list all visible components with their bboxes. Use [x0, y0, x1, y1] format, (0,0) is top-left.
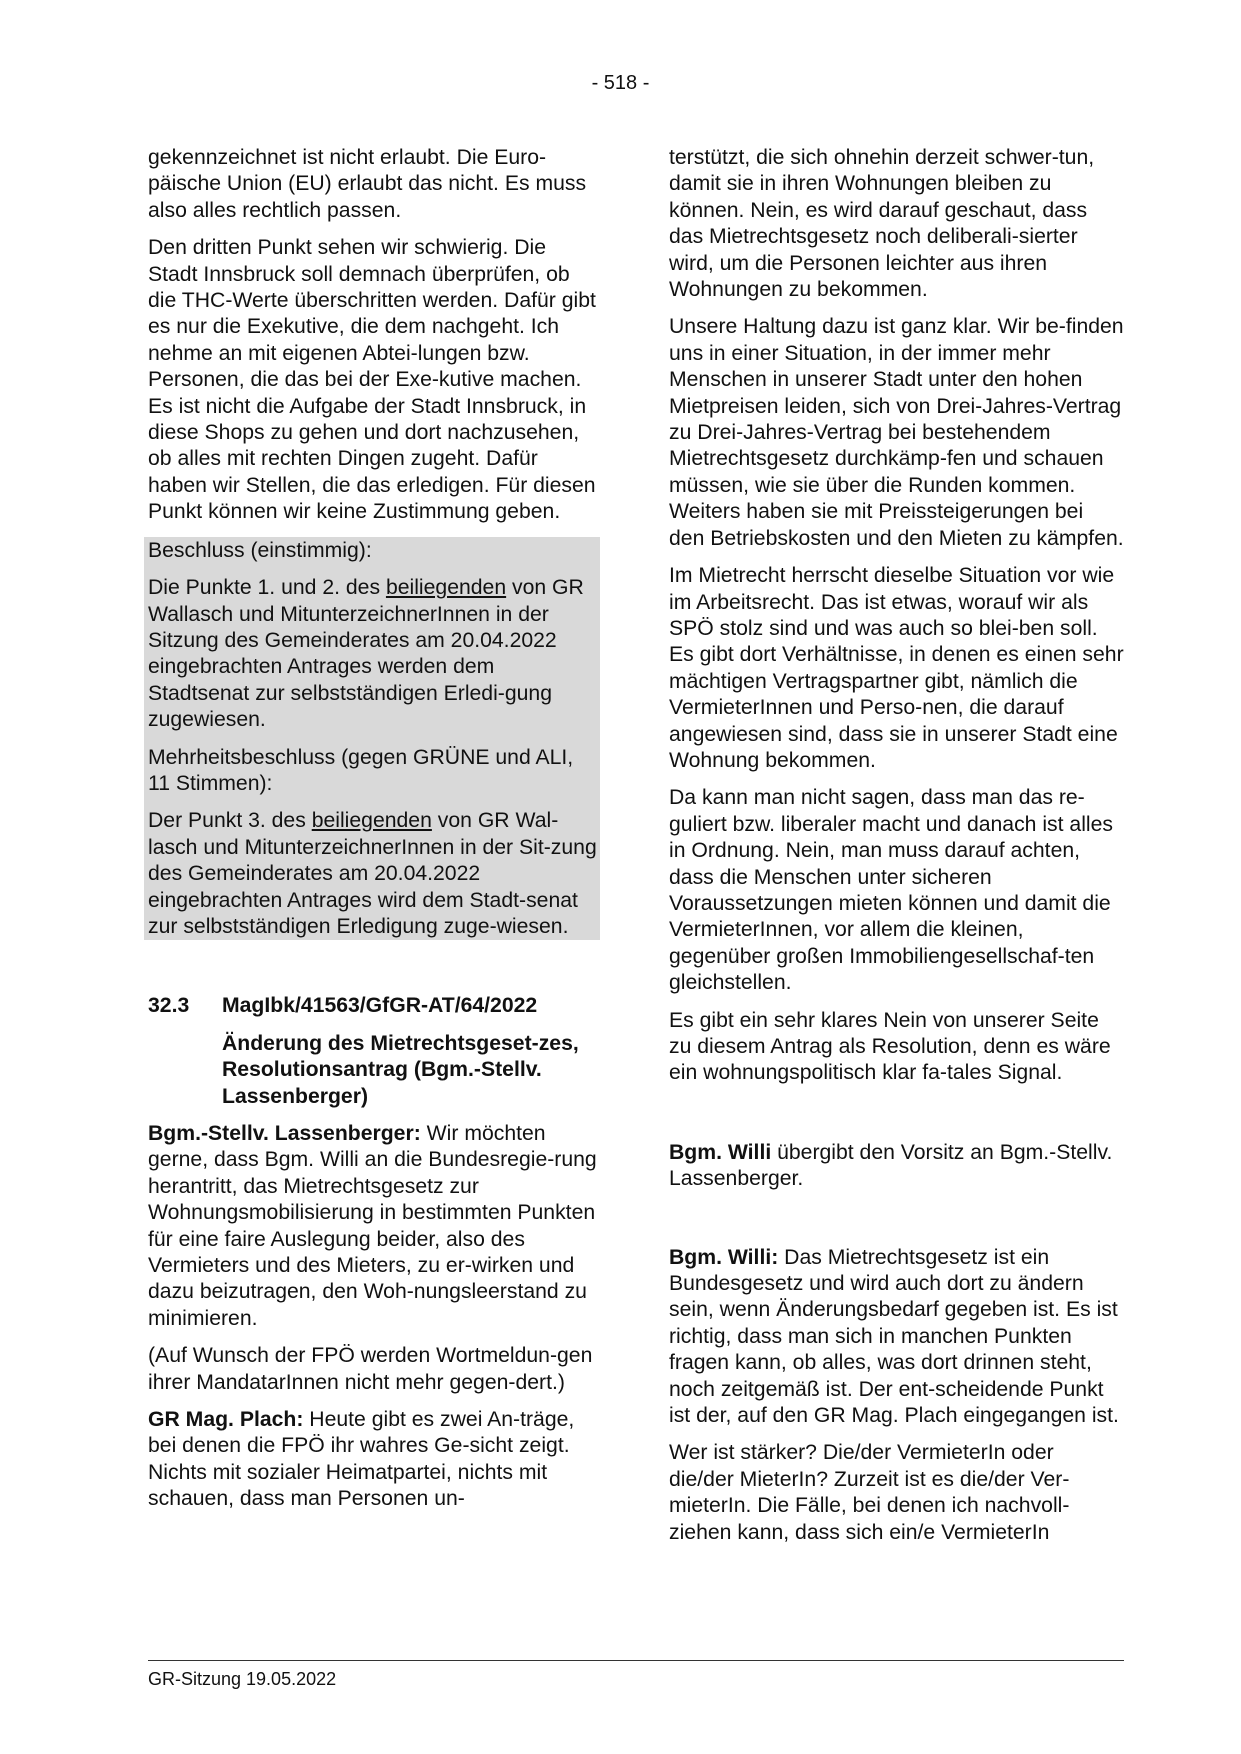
attachment-link[interactable]: beiliegenden — [311, 809, 432, 833]
resolution-text — [148, 808, 600, 940]
paragraph: Wer ist stärker? Die/der VermieterIn oder die/der MieterIn? Zurzeit ist es die/der Ver-mieterIn. Die Fälle, bei denen ich nachvoll-ziehen kann, dass sich ein/e VermieterIn — [669, 1441, 1070, 1544]
speaker-name: Bgm. Willi: — [669, 1245, 779, 1269]
paragraph: Da kann man nicht sagen, dass man das re-guliert bzw. liberaler macht und danach ist alles in Ordnung. Nein, man muss darauf achten, dass die Menschen unter sicheren Voraussetzungen mieten können und damit die VermieterInnen, vor allem die kleinen, gegenüber großen Immobiliengesellschaf-ten gleichstellen. — [669, 786, 1113, 995]
speech-paragraph — [669, 1245, 1124, 1430]
speech-paragraph — [148, 1407, 600, 1513]
right-column — [669, 145, 1124, 1557]
left-column — [148, 145, 600, 1524]
agenda-item-header — [148, 993, 600, 1019]
speaker-name: Bgm.-Stellv. Lassenberger: — [148, 1122, 421, 1145]
speech-text: Das Mietrechtsgesetz ist ein Bundesgesetz und wird auch dort zu ändern sein, wenn Änderungsbedarf gegeben ist. Es ist richtig, dass man sich in manchen Punkten fragen kann, ob alles, was dort drinnen steht, noch zeitgemäß ist. Der ent-scheidende Punkt ist der, auf den GR Mag. Plach eingegangen ist. — [669, 1245, 1119, 1428]
footer-divider — [148, 1660, 1124, 1661]
resolution-text-part: von GR Wal-lasch und MitunterzeichnerInnen in der Sit-zung des Gemeinderates am 20.04.2022 eingebrachten Antrages wird dem Stadt-senat zur selbstständigen Erledigung zuge-wiesen. — [148, 809, 597, 938]
speech-text: Wir möchten gerne, dass Bgm. Willi an die Bundesregie-rung herantritt, das Mietrechtsgesetz zur Wohnungsmobilisierung in bestimmten Punkten für eine faire Auslegung beider, also des Vermieters und des Mieters, zu er-wirken und dazu beizutragen, den Woh-nungsleerstand zu minimieren. — [148, 1122, 597, 1330]
paragraph: terstützt, die sich ohnehin derzeit schwer-tun, damit sie in ihren Wohnungen bleiben zu können. Nein, es wird darauf geschaut, dass das Mietrechtsgesetz noch deliberali-sierter wird, um die Personen leichter aus ihren Wohnungen zu bekommen. — [669, 146, 1095, 302]
editorial-note: (Auf Wunsch der FPÖ werden Wortmeldun-gen ihrer MandatarInnen nicht mehr gegen-dert.) — [148, 1344, 593, 1394]
agenda-item-reference: MagIbk/41563/GfGR-AT/64/2022 — [222, 994, 538, 1018]
agenda-item — [148, 993, 600, 1110]
chair-handover-note — [669, 1140, 1124, 1193]
resolution-text-part: Der Punkt 3. des — [148, 809, 312, 833]
resolution-box — [144, 537, 600, 941]
speaker-name: GR Mag. Plach: — [148, 1408, 304, 1432]
speech-text: Heute gibt es zwei An-träge, bei denen die FPÖ ihr wahres Ge-sicht zeigt. Nichts mit sozialer Heimatpartei, nichts mit schauen, dass man Personen un- — [148, 1408, 575, 1511]
resolution-heading: Beschluss (einstimmig): — [148, 538, 372, 562]
paragraph: Unsere Haltung dazu ist ganz klar. Wir be-finden uns in einer Situation, in der immer mehr Menschen in unserer Stadt unter den hohen Mietpreisen leiden, sich von Drei-Jahres-Vertrag zu Drei-Jahres-Vertrag bei bestehendem Mietrechtsgesetz durchkämp-fen und schauen müssen, wie sie über die Runden kommen. Weiters haben sie mit Preissteigerungen bei den Betriebskosten und den Mieten zu kämpfen. — [669, 315, 1124, 550]
footer-text: GR-Sitzung 19.05.2022 — [148, 1669, 337, 1689]
chair-handover-text: übergibt den Vorsitz an Bgm.-Stellv. Lassenberger. — [669, 1140, 1113, 1191]
speaker-name: Bgm. Willi — [669, 1140, 772, 1164]
resolution-heading: Mehrheitsbeschluss (gegen GRÜNE und ALI, 11 Stimmen): — [148, 745, 574, 795]
resolution-text — [148, 575, 600, 733]
attachment-link[interactable]: beiliegenden — [385, 576, 507, 600]
paragraph: Den dritten Punkt sehen wir schwierig. Die Stadt Innsbruck soll demnach überprüfen, ob die THC-Werte überschritten werden. Dafür gibt es nur die Exekutive, die dem nachgeht. Ich nehme an mit eigenen Abtei-lungen bzw. Personen, die das bei der Exe-kutive machen. Es ist nicht die Aufgabe der Stadt Innsbruck, in diese Shops zu gehen und dort nachzusehen, ob alles mit rechten Dingen zugeht. Dafür haben wir Stellen, die das erledigen. Für diesen Punkt können wir keine Zustimmung geben. — [148, 236, 596, 524]
page-number: - 518 - — [591, 72, 650, 94]
speech-paragraph — [148, 1121, 600, 1332]
agenda-item-number: 32.3 — [148, 994, 190, 1018]
paragraph: gekennzeichnet ist nicht erlaubt. Die Euro-päische Union (EU) erlaubt das nicht. Es muss also alles rechtlich passen. — [148, 146, 587, 222]
paragraph: Es gibt ein sehr klares Nein von unserer Seite zu diesem Antrag als Resolution, denn es wäre ein wohnungspolitisch klar fa-tales Signal. — [669, 1008, 1111, 1085]
resolution-text-part: von GR Wallasch und MitunterzeichnerInnen in der Sitzung des Gemeinderates am 20.04.2022 eingebrachten Antrages werden dem Stadtsenat zur selbstständigen Erledi-gung zugewiesen. — [148, 576, 584, 732]
resolution-text-part: Die Punkte 1. und 2. des — [148, 576, 386, 600]
agenda-item-title: Änderung des Mietrechtsgeset-zes, Resolutionsantrag (Bgm.-Stellv. Lassenberger) — [222, 1031, 579, 1108]
paragraph: Im Mietrecht herrscht dieselbe Situation vor wie im Arbeitsrecht. Das ist etwas, worauf wir als SPÖ stolz sind und was auch so blei-ben soll. Es gibt dort Verhältnisse, in denen es einen sehr mächtigen Vertragspartner gibt, nämlich die VermieterInnen und Perso-nen, die darauf angewiesen sind, dass sie in unserer Stadt eine Wohnung bekommen. — [669, 564, 1124, 772]
